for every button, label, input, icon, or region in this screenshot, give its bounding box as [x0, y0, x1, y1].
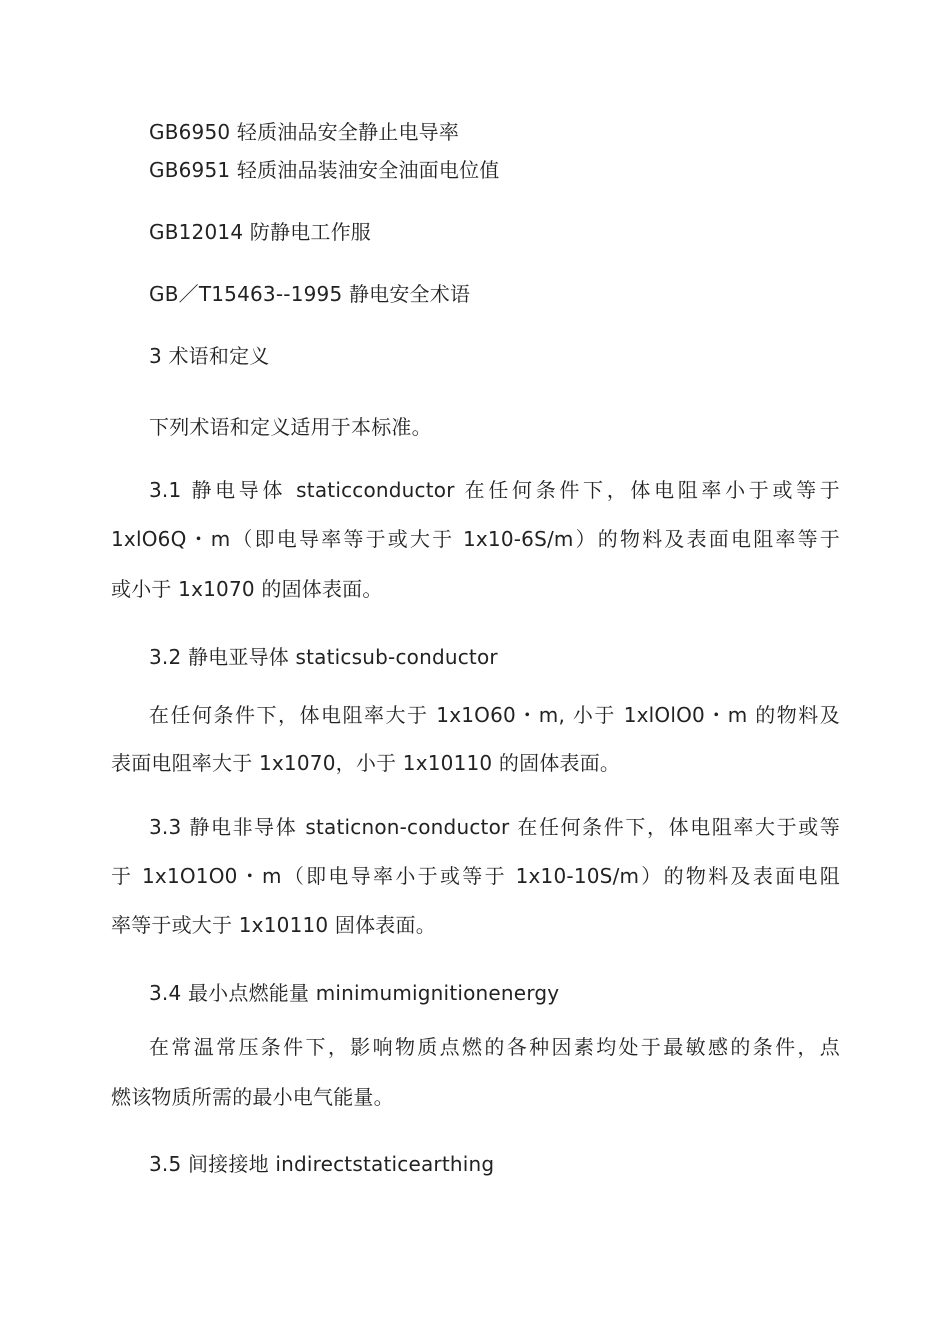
reference-gb12014: GB12014 防静电工作服 [149, 220, 371, 244]
term-3-3-line-2: 于 1x1O1O0・m（即电导率小于或等于 1x10-10S/m）的物料及表面电阻 [111, 864, 840, 888]
term-3-3-line-1: 3.3 静电非导体 staticnon-conductor 在任何条件下，体电阻率大于或等 [149, 815, 840, 839]
section-intro: 下列术语和定义适用于本标准。 [149, 415, 432, 439]
term-3-1-line-3: 或小于 1x1070 的固体表面。 [111, 577, 383, 601]
term-3-1-line-2: 1xlO6Q・m（即电导率等于或大于 1x10-6S/m）的物料及表面电阻率等于 [111, 527, 840, 551]
term-3-1-line-1: 3.1 静电导体 staticconductor 在任何条件下，体电阻率小于或等于 [149, 478, 840, 502]
term-3-4-heading: 3.4 最小点燃能量 minimumignitionenergy [149, 981, 560, 1005]
term-3-5-heading: 3.5 间接接地 indirectstaticearthing [149, 1152, 495, 1176]
term-3-4-line-1: 在常温常压条件下，影响物质点燃的各种因素均处于最敏感的条件，点 [149, 1035, 840, 1059]
reference-gb6951: GB6951 轻质油品装油安全油面电位值 [149, 158, 500, 182]
term-3-3-line-3: 率等于或大于 1x10110 固体表面。 [111, 913, 436, 937]
term-3-4-line-2: 燃该物质所需的最小电气能量。 [111, 1085, 394, 1109]
section-heading: 3 术语和定义 [149, 344, 270, 368]
reference-gb6950: GB6950 轻质油品安全静止电导率 [149, 120, 460, 144]
term-3-2-line-1: 在任何条件下，体电阻率大于 1x1O60・m, 小于 1xlOlO0・m 的物料及 [149, 703, 840, 727]
term-3-2-heading: 3.2 静电亚导体 staticsub-conductor [149, 645, 498, 669]
reference-gbt15463: GB／T15463--1995 静电安全术语 [149, 282, 471, 306]
term-3-2-line-2: 表面电阻率大于 1x1070，小于 1x10110 的固体表面。 [111, 751, 621, 775]
